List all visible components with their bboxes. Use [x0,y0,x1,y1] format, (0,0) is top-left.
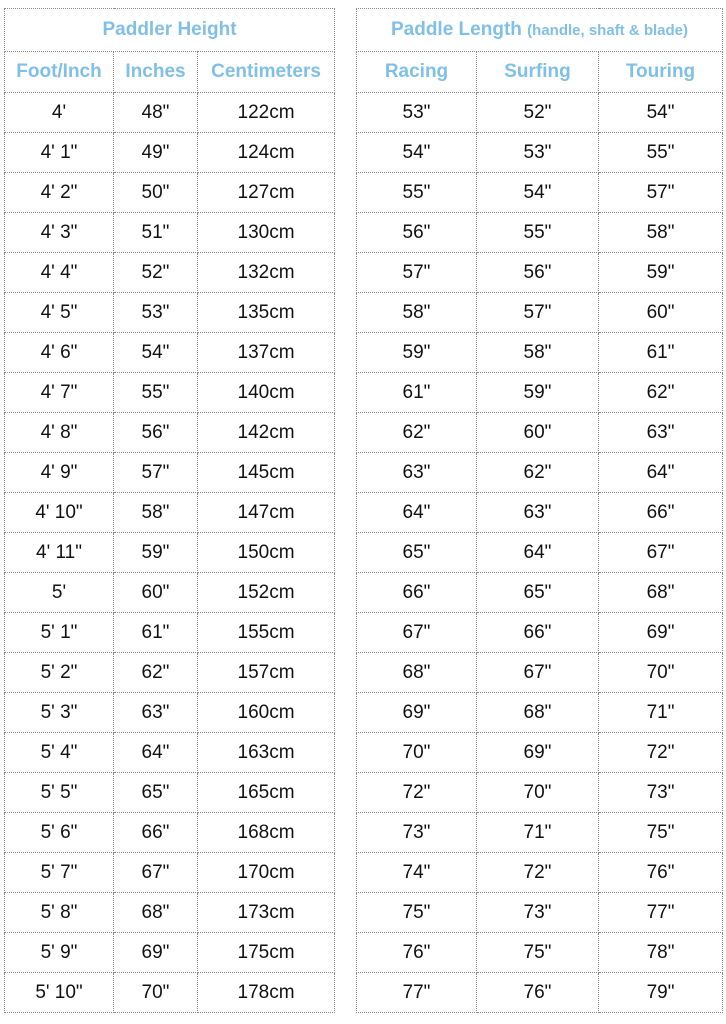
cell-surfing: 72" [477,853,599,893]
cell-surfing: 66" [477,613,599,653]
table-row [357,773,723,813]
cell-inches: 60" [114,573,198,613]
cell-touring: 79" [599,973,723,1013]
cell-inches: 51" [114,213,198,253]
table-row [357,533,723,573]
cell-racing: 65" [357,533,477,573]
table-row [5,813,335,853]
cell-centimeters: 124cm [198,133,335,173]
cell-foot-inch: 5' 1" [5,613,114,653]
cell-racing: 54" [357,133,477,173]
paddle-length-title: Paddle Length [390,19,522,40]
table-row [5,453,335,493]
cell-racing: 59" [357,333,477,373]
cell-inches: 70" [114,973,198,1013]
paddle-length-title-cell [357,9,723,52]
table-row [357,653,723,693]
col-header-foot-inch: Foot/Inch [5,52,114,93]
cell-foot-inch: 5' 8" [5,893,114,933]
table-row [5,893,335,933]
cell-surfing: 70" [477,773,599,813]
table-row [357,213,723,253]
cell-touring: 62" [599,373,723,413]
cell-racing: 75" [357,893,477,933]
table-row [357,613,723,653]
cell-touring: 68" [599,573,723,613]
cell-foot-inch: 5' 10" [5,973,114,1013]
cell-inches: 55" [114,373,198,413]
cell-racing: 67" [357,613,477,653]
cell-surfing: 65" [477,573,599,613]
cell-surfing: 53" [477,133,599,173]
cell-touring: 64" [599,453,723,493]
cell-inches: 63" [114,693,198,733]
cell-racing: 76" [357,933,477,973]
cell-foot-inch: 4' 1" [5,133,114,173]
cell-touring: 58" [599,213,723,253]
cell-touring: 78" [599,933,723,973]
cell-surfing: 63" [477,493,599,533]
cell-centimeters: 130cm [198,213,335,253]
cell-surfing: 69" [477,733,599,773]
cell-foot-inch: 5' 2" [5,653,114,693]
cell-touring: 70" [599,653,723,693]
cell-touring: 57" [599,173,723,213]
cell-surfing: 71" [477,813,599,853]
cell-racing: 74" [357,853,477,893]
cell-racing: 57" [357,253,477,293]
cell-touring: 71" [599,693,723,733]
cell-centimeters: 168cm [198,813,335,853]
paddle-length-subtitle: (handle, shaft & blade) [527,22,689,39]
table-row [5,973,335,1013]
cell-touring: 72" [599,733,723,773]
cell-foot-inch: 4' 7" [5,373,114,413]
table-row [357,253,723,293]
cell-racing: 64" [357,493,477,533]
cell-centimeters: 160cm [198,693,335,733]
cell-inches: 57" [114,453,198,493]
cell-surfing: 54" [477,173,599,213]
table-row [357,293,723,333]
cell-racing: 66" [357,573,477,613]
cell-touring: 63" [599,413,723,453]
cell-inches: 54" [114,333,198,373]
cell-inches: 59" [114,533,198,573]
table-row [5,773,335,813]
cell-racing: 73" [357,813,477,853]
table-row [5,933,335,973]
cell-racing: 55" [357,173,477,213]
col-header-surfing: Surfing [477,52,599,93]
cell-touring: 67" [599,533,723,573]
table-row [5,413,335,453]
cell-surfing: 68" [477,693,599,733]
paddler-height-table [4,8,335,1013]
cell-centimeters: 152cm [198,573,335,613]
cell-inches: 61" [114,613,198,653]
cell-centimeters: 142cm [198,413,335,453]
table-row [5,493,335,533]
cell-surfing: 73" [477,893,599,933]
cell-foot-inch: 5' 5" [5,773,114,813]
cell-touring: 60" [599,293,723,333]
cell-centimeters: 163cm [198,733,335,773]
paddle-length-group [356,8,722,1018]
cell-racing: 58" [357,293,477,333]
table-row [5,693,335,733]
cell-touring: 77" [599,893,723,933]
cell-centimeters: 135cm [198,293,335,333]
col-header-inches: Inches [114,52,198,93]
paddle-length-rows [357,93,723,1013]
cell-foot-inch: 5' 6" [5,813,114,853]
table-row [5,613,335,653]
table-row [357,733,723,773]
cell-racing: 77" [357,973,477,1013]
cell-centimeters: 155cm [198,613,335,653]
cell-inches: 68" [114,893,198,933]
cell-inches: 50" [114,173,198,213]
cell-surfing: 75" [477,933,599,973]
cell-surfing: 58" [477,333,599,373]
cell-inches: 62" [114,653,198,693]
cell-foot-inch: 4' 9" [5,453,114,493]
cell-foot-inch: 5' 4" [5,733,114,773]
cell-surfing: 76" [477,973,599,1013]
cell-touring: 55" [599,133,723,173]
cell-foot-inch: 5' [5,573,114,613]
cell-inches: 56" [114,413,198,453]
table-row [5,333,335,373]
table-row [357,93,723,133]
paddler-height-title: Paddler Height [5,9,335,52]
cell-foot-inch: 5' 9" [5,933,114,973]
cell-racing: 70" [357,733,477,773]
table-row [357,893,723,933]
paddle-length-table [356,8,723,1013]
cell-centimeters: 170cm [198,853,335,893]
cell-centimeters: 175cm [198,933,335,973]
cell-centimeters: 165cm [198,773,335,813]
table-row [5,853,335,893]
cell-centimeters: 127cm [198,173,335,213]
table-row [5,653,335,693]
cell-foot-inch: 4' 11" [5,533,114,573]
cell-centimeters: 157cm [198,653,335,693]
paddler-height-rows [5,93,335,1013]
cell-foot-inch: 4' 4" [5,253,114,293]
cell-touring: 75" [599,813,723,853]
cell-racing: 53" [357,93,477,133]
cell-inches: 66" [114,813,198,853]
cell-racing: 63" [357,453,477,493]
table-row [5,133,335,173]
cell-touring: 76" [599,853,723,893]
table-row [5,733,335,773]
cell-foot-inch: 5' 7" [5,853,114,893]
cell-centimeters: 178cm [198,973,335,1013]
cell-inches: 65" [114,773,198,813]
cell-centimeters: 132cm [198,253,335,293]
paddler-height-group [4,8,334,1018]
table-row [5,93,335,133]
cell-centimeters: 140cm [198,373,335,413]
cell-centimeters: 173cm [198,893,335,933]
cell-surfing: 52" [477,93,599,133]
cell-inches: 52" [114,253,198,293]
cell-touring: 66" [599,493,723,533]
table-row [357,453,723,493]
table-row [357,133,723,173]
cell-racing: 68" [357,653,477,693]
table-row [357,973,723,1013]
cell-touring: 54" [599,93,723,133]
table-row [5,373,335,413]
cell-surfing: 67" [477,653,599,693]
cell-foot-inch: 4' 2" [5,173,114,213]
cell-inches: 69" [114,933,198,973]
cell-surfing: 64" [477,533,599,573]
table-row [357,693,723,733]
cell-foot-inch: 4' 10" [5,493,114,533]
cell-foot-inch: 4' 5" [5,293,114,333]
cell-racing: 62" [357,413,477,453]
table-row [357,933,723,973]
cell-inches: 64" [114,733,198,773]
table-row [357,413,723,453]
cell-surfing: 59" [477,373,599,413]
cell-racing: 61" [357,373,477,413]
paddle-size-chart [4,8,722,1018]
cell-foot-inch: 4' 3" [5,213,114,253]
cell-surfing: 55" [477,213,599,253]
col-header-centimeters: Centimeters [198,52,335,93]
cell-inches: 58" [114,493,198,533]
cell-touring: 69" [599,613,723,653]
table-row [357,493,723,533]
table-row [357,813,723,853]
cell-surfing: 57" [477,293,599,333]
cell-inches: 67" [114,853,198,893]
cell-touring: 59" [599,253,723,293]
table-row [357,853,723,893]
cell-inches: 53" [114,293,198,333]
cell-racing: 72" [357,773,477,813]
cell-inches: 49" [114,133,198,173]
cell-foot-inch: 4' 6" [5,333,114,373]
table-row [5,173,335,213]
table-row [357,173,723,213]
table-row [5,573,335,613]
cell-centimeters: 150cm [198,533,335,573]
table-row [357,573,723,613]
cell-inches: 48" [114,93,198,133]
cell-surfing: 62" [477,453,599,493]
cell-centimeters: 145cm [198,453,335,493]
cell-foot-inch: 5' 3" [5,693,114,733]
table-row [357,333,723,373]
cell-centimeters: 122cm [198,93,335,133]
cell-foot-inch: 4' [5,93,114,133]
cell-centimeters: 137cm [198,333,335,373]
table-row [5,293,335,333]
cell-racing: 56" [357,213,477,253]
cell-surfing: 56" [477,253,599,293]
cell-centimeters: 147cm [198,493,335,533]
cell-surfing: 60" [477,413,599,453]
col-header-racing: Racing [357,52,477,93]
table-row [5,213,335,253]
table-row [357,373,723,413]
cell-foot-inch: 4' 8" [5,413,114,453]
col-header-touring: Touring [599,52,723,93]
cell-touring: 61" [599,333,723,373]
table-row [5,533,335,573]
table-row [5,253,335,293]
cell-touring: 73" [599,773,723,813]
cell-racing: 69" [357,693,477,733]
